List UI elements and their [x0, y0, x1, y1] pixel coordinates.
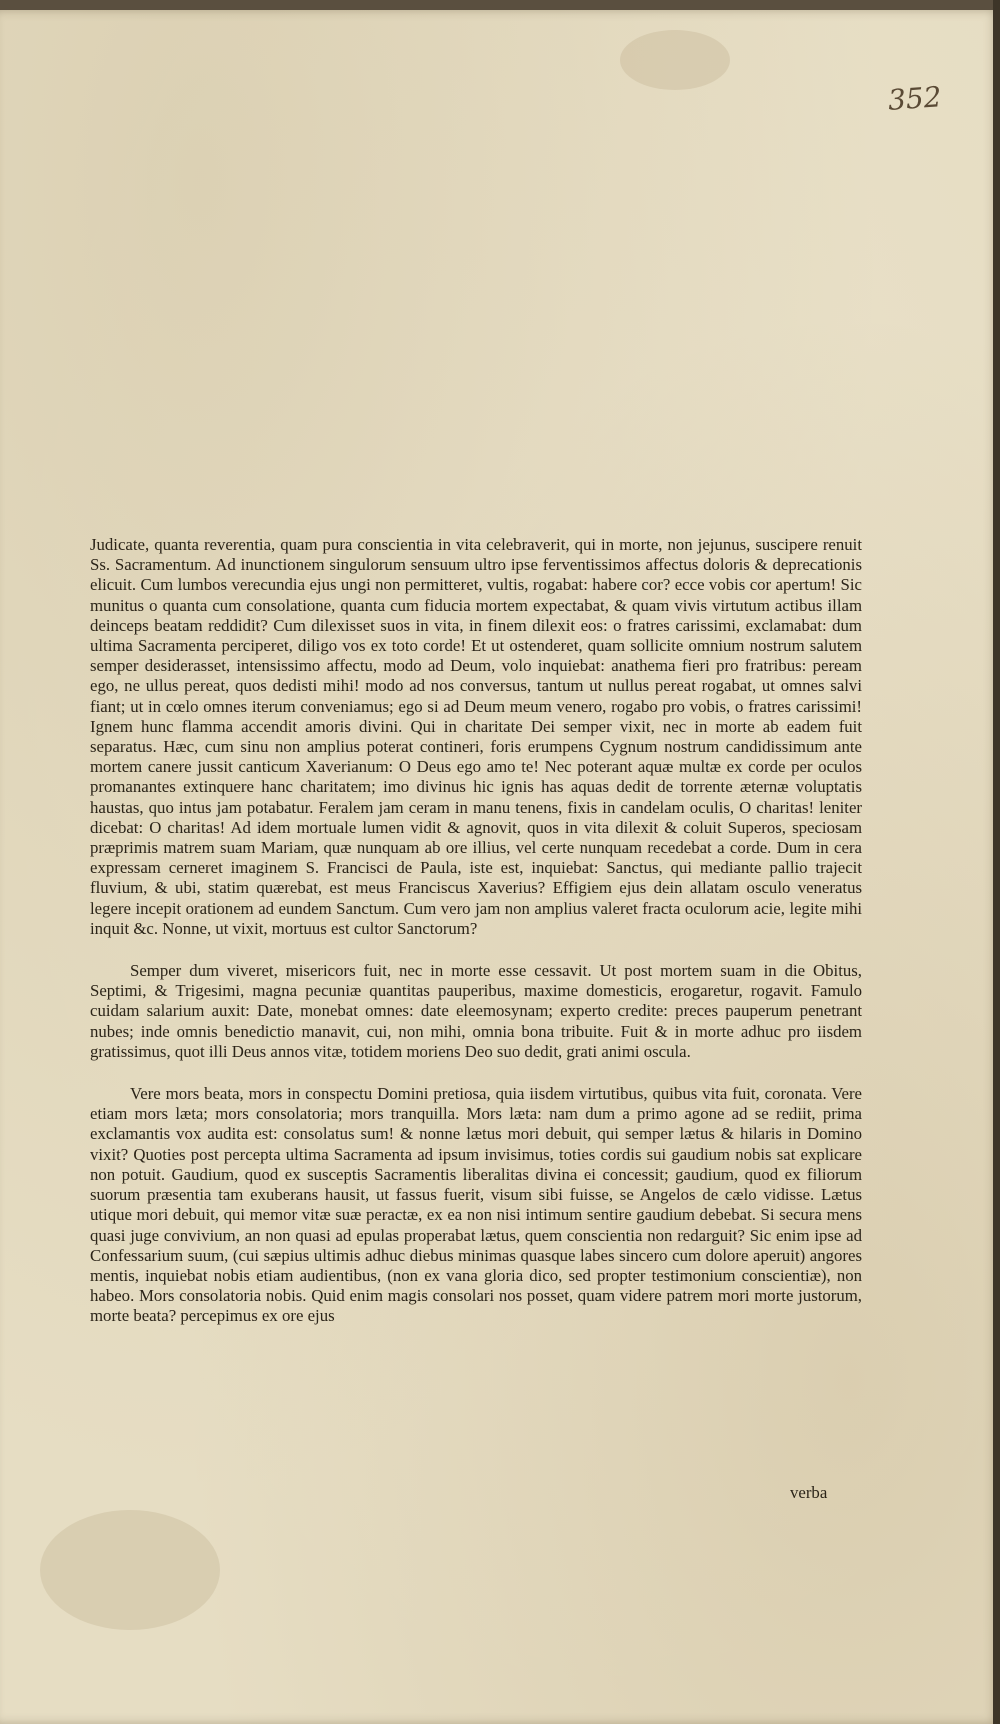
paragraph: Judicate, quanta reverentia, quam pura conscientia in vita celebraverit, qui in morte, non jejunus, suscipere renuit Ss. Sacramentum. Ad inunctionem singulorum sensuum ultro ipse ferventissimos affectus doloris & deprecationis elicuit. Cum lumbos verecundia ejus ungi non permitteret, vultis, rogabat: habere cor? ecce vobis cor apertum! Sic munitus o quanta cum consolatione, quanta cum fiducia mortem expectabat, & quam vivis virtutum actibus illam deinceps beatam reddidit? Cum dilexisset suos in vita, in finem dilexit eos: o fratres carissimi, exclamabat: dum ultima Sacramenta perciperet, diligo vos ex toto corde! Et ut ostenderet, quam sollicite omnium nostrum salutem semper desiderasset, intensissimo affectu, modo ad Deum, volo inquiebat: anathema fieri pro fratribus: peream ego, ne ullus pereat, quos dedisti mihi! modo ad nos conversus, tantum ut nullus pereat rogabat, ut omnes salvi fiant; ut in cœlo omnes iterum conveniamus; ego si ad Deum meum venero, rogabo pro vobis, o fratres carissimi! Ignem hunc flamma accendit amoris divini. Qui in charitate Dei semper vixit, nec in morte ab eadem fuit separatus. Hæc, cum sinu non amplius poterat contineri, foris erumpens Cygnum nostrum candidissimum ante mortem canere jussit canticum Xaverianum: O Deus ego amo te! Nec poterant aquæ multæ ex corde per oculos promanantes extinquere hanc charitatem; imo divinus hic ignis has aquas dedit de torrente æternæ voluptatis haustas, quo intus jam potabatur. Feralem jam ceram in manu tenens, fixis in candelam oculis, O charitas! leniter dicebat: O charitas! Ad idem mortuale lumen vidit & agnovit, quos in vita dilexit & coluit Superos, speciosam præprimis matrem suam Mariam, quæ nunquam ab ore illius, vel certe nunquam recedebat a corde. Dum in cera expressam cerneret imaginem S. Francisci de Paula, iste est, inquiebat: Sanctus, qui mediante pallio trajecit fluvium, & ubi, statim quærebat, est meus Franciscus Xaverius? Effigiem ejus dein allatam osculo veneratus legere incepit orationem ad eundem Sanctum. Cum vero jam non amplius valeret fracta oculorum acie, legite mihi inquit &c. Nonne, ut vixit, mortuus est cultor Sanctorum?: [90, 535, 862, 938]
paragraph: Vere mors beata, mors in conspectu Domini pretiosa, quia iisdem virtutibus, quibus vita fuit, coronata. Vere etiam mors læta; mors consolatoria; mors tranquilla. Mors læta: nam dum a primo agone ad se rediit, prima exclamantis vox audita est: consolatus sum! & nonne lætus mori debuit, qui semper lætus & hilaris in Domino vixit? Quoties post percepta ultima Sacramenta ad ipsum invisimus, toties cordis sui gaudium nobis sat explicare non potuit. Gaudium, quod ex susceptis Sacramentis liberalitas divina ei concessit; gaudium, quod ex filiorum suorum præsentia tam exuberans hausit, ut fassus fuerit, visum sibi fuisse, se Angelos de cælo vidisse. Lætus utique mori debuit, qui memor vitæ suæ peractæ, ex ea non nisi intimum sentire gaudium debebat. Si secura mens quasi juge convivium, an non quasi ad epulas properabat lætus, quem conscientia non redarguit? Sic enim ipse ad Confessarium suum, (cui sæpius ultimis adhuc diebus minimas quasque labes sincero cum dolore aperuit) angores mentis, inquiebat nobis etiam audientibus, (non ex vana gloria dico, sed propter testimonium conscientiæ), non habeo. Mors consolatoria nobis. Quid enim magis consolari nos posset, quam videre patrem mori morte justorum, morte beata? percepimus ex ore ejus: [90, 1084, 862, 1326]
show-through-text: [190, 370, 810, 410]
scan-edge: [993, 0, 1000, 1724]
body-text: [90, 535, 862, 1349]
paper-stain: [620, 30, 730, 90]
paragraph: Semper dum viveret, misericors fuit, nec in morte esse cessavit. Ut post mortem suam in die Obitus, Septimi, & Trigesimi, magna pecuniæ quantitas pauperibus, maxime domesticis, erogaretur, rogavit. Famulo cuidam salarium auxit: Date, monebat omnes: date eleemosynam; experto credite: preces pauperum penetrant nubes; inde omnis benedictio manavit, cui, non mihi, omnia bona tribuite. Fuit & in morte adhuc pro iisdem gratissimus, quot illi Deus annos vitæ, totidem moriens Deo suo dedit, grati animi oscula.: [90, 961, 862, 1061]
catchword: verba: [790, 1483, 828, 1502]
paper-stain: [40, 1510, 220, 1630]
folio-number: 352: [886, 80, 943, 117]
document-page: [0, 10, 1000, 1724]
